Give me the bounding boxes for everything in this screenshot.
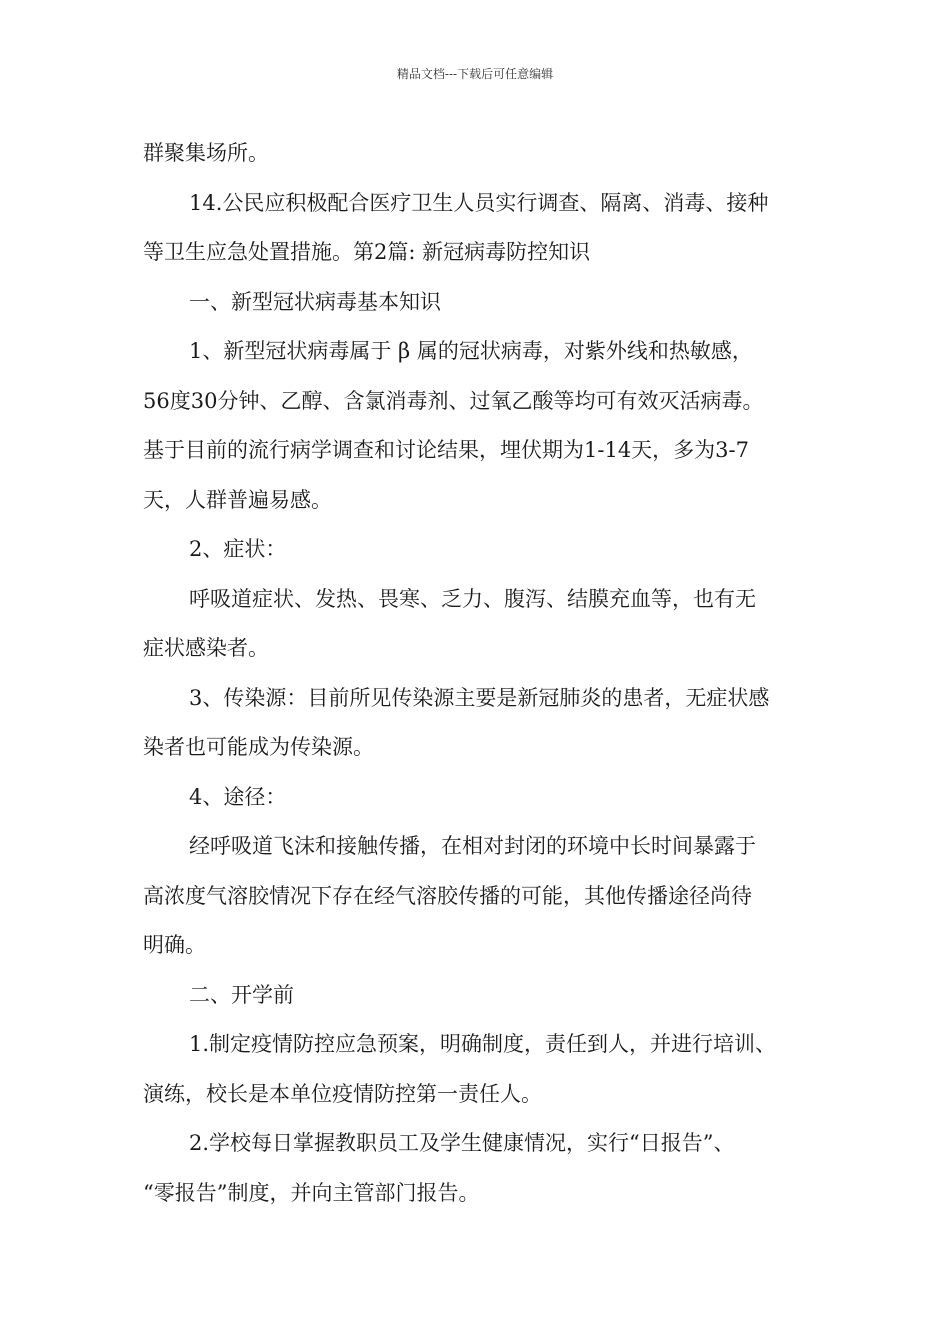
text-line: 14.公民应积极配合医疗卫生人员实行调查、隔离、消毒、接种 (189, 190, 769, 215)
text-line: 染者也可能成为传染源。 (143, 735, 374, 759)
text-line: 高浓度气溶胶情况下存在经气溶胶传播的可能，其他传播途径尚待 (143, 883, 752, 908)
page-header: 精品文档---下载后可任意编辑 (396, 67, 554, 81)
text-line: “零报告”制度，并向主管部门报告。 (143, 1180, 480, 1205)
text-line: 基于目前的流行病学调查和讨论结果，埋伏期为1-14天，多为3-7 (143, 438, 749, 462)
text-line: 演练，校长是本单位疫情防控第一责任人。 (143, 1081, 542, 1106)
text-line: 1.制定疫情防控应急预案，明确制度，责任到人，并进行培训、 (189, 1032, 777, 1056)
text-line: 群聚集场所。 (143, 141, 269, 165)
text-line: 1、新型冠状病毒属于 β 属的冠状病毒，对紫外线和热敏感， (189, 339, 753, 363)
text-line: 56度30分钟、乙醇、含氯消毒剂、过氧乙酸等均可有效灭活病毒。 (143, 388, 764, 413)
text-line: 3、传染源：目前所见传染源主要是新冠肺炎的患者，无症状感 (189, 685, 770, 710)
text-line: 明确。 (143, 933, 206, 957)
section-heading: 一、新型冠状病毒基本知识 (189, 289, 441, 314)
section-heading: 二、开学前 (189, 982, 294, 1007)
text-line: 呼吸道症状、发热、畏寒、乏力、腹泻、结膜充血等，也有无 (189, 586, 756, 611)
subsection-heading: 2、症状： (189, 537, 287, 561)
text-line: 症状感染者。 (143, 636, 269, 660)
text-line: 天，人群普遍易感。 (143, 487, 332, 512)
text-line: 2.学校每日掌握教职员工及学生健康情况，实行“日报告”、 (189, 1131, 735, 1155)
text-line: 经呼吸道飞沫和接触传播，在相对封闭的环境中长时间暴露于 (189, 834, 756, 858)
document-body (143, 129, 813, 1218)
text-line: 等卫生应急处置措施。第2篇: 新冠病毒防控知识 (143, 240, 591, 264)
subsection-heading: 4、途径： (189, 784, 287, 809)
